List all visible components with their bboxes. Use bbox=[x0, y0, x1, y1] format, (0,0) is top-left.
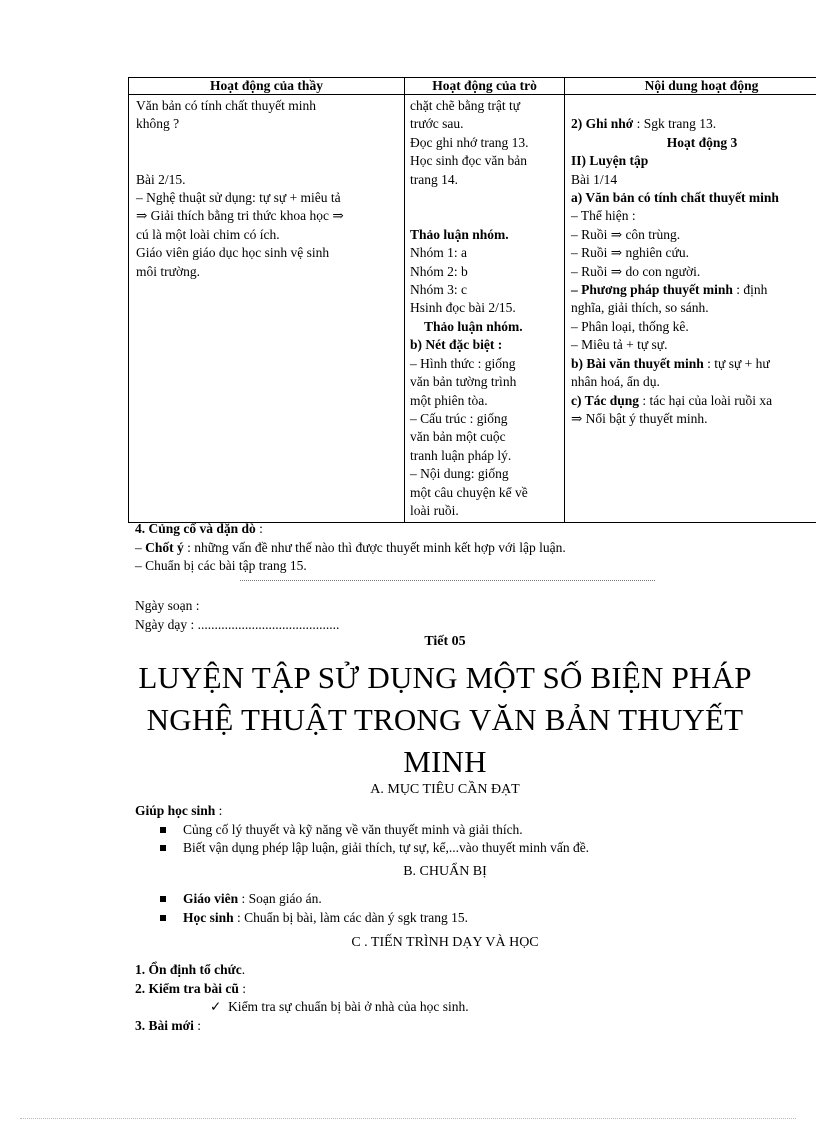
list-item: Giáo viên : Soạn giáo án. bbox=[157, 890, 468, 909]
section-b-body bbox=[157, 890, 468, 927]
table-row bbox=[129, 95, 816, 523]
cell-line: – Nghệ thuật sử dụng: tự sự + miêu tả bbox=[136, 190, 341, 206]
content-cell bbox=[565, 95, 816, 523]
cell-line: chặt chẽ bằng trật tự bbox=[410, 98, 521, 113]
cell-line: II) Luyện tập bbox=[571, 153, 649, 169]
cell-line: Hsinh đọc bài 2/15. bbox=[410, 300, 516, 316]
header-teacher: Hoạt động của thầy bbox=[129, 78, 405, 95]
cell-line: 2) Ghi nhớ : Sgk trang 13. bbox=[571, 116, 717, 132]
square-bullet-icon bbox=[160, 827, 166, 833]
lesson-title bbox=[0, 657, 816, 783]
date-prepared: Ngày soạn : bbox=[135, 598, 200, 613]
list-item: Biết vận dụng phép lập luận, giải thích, tự sự, kể,...vào thuyết minh vấn đề. bbox=[157, 839, 589, 858]
cell-line: ⇒ Nổi bật ý thuyết minh. bbox=[571, 410, 708, 426]
cell-line: – Phân loại, thống kê. bbox=[571, 318, 689, 334]
cell-line: – Nội dung: giống bbox=[410, 466, 509, 482]
cell-line: Nhóm 1: a bbox=[410, 245, 467, 261]
cell-line: Nhóm 3: c bbox=[410, 282, 467, 298]
cell-line bbox=[136, 134, 399, 152]
dates-block bbox=[135, 597, 339, 634]
page-bottom-border bbox=[20, 1118, 796, 1119]
header-student: Hoạt động của trò bbox=[405, 78, 565, 95]
list-item: Học sinh : Chuẩn bị bài, làm các dàn ý sgk trang 15. bbox=[157, 909, 468, 928]
cell-line: Văn bản có tính chất thuyết minh bbox=[136, 98, 316, 113]
cell-line: Thảo luận nhóm. bbox=[410, 226, 509, 242]
cell-line: b) Nét đặc biệt : bbox=[410, 337, 503, 353]
cell-line: – Ruồi ⇒ côn trùng. bbox=[571, 226, 681, 242]
check-mark-icon: ✓ bbox=[210, 999, 222, 1014]
check-item: ✓ Kiểm tra sự chuẩn bị bài ở nhà của học sinh. bbox=[210, 999, 469, 1014]
cell-line: ⇒ Giải thích bằng tri thức khoa học ⇒ bbox=[136, 208, 344, 224]
cell-line: – Phương pháp thuyết minh : định bbox=[571, 282, 768, 298]
cell-line: văn bản tường trình bbox=[410, 374, 517, 390]
step-2: 2. Kiểm tra bài cũ : bbox=[135, 980, 247, 996]
cell-line bbox=[571, 97, 816, 115]
cell-line: Bài 1/14 bbox=[571, 171, 618, 187]
cell-line: môi trường. bbox=[136, 263, 200, 279]
cell-line: trước sau. bbox=[410, 116, 464, 132]
cell-line: – Miêu tả + tự sự. bbox=[571, 337, 668, 353]
cell-line: Học sinh đọc văn bản bbox=[410, 153, 527, 169]
cell-line: văn bản một cuộc bbox=[410, 429, 506, 445]
cell-line: Đọc ghi nhớ trang 13. bbox=[410, 134, 529, 150]
title-line-2: NGHỆ THUẬT TRONG VĂN BẢN THUYẾT bbox=[146, 702, 744, 737]
consolidation-heading: 4. Củng cố và dặn dò : bbox=[135, 521, 263, 536]
cell-line: – Thể hiện : bbox=[571, 208, 636, 224]
cell-line: một phiên tòa. bbox=[410, 392, 488, 408]
step-3: 3. Bài mới : bbox=[135, 1017, 201, 1033]
section-c-body bbox=[135, 961, 469, 1035]
cell-line: – Ruồi ⇒ nghiên cứu. bbox=[571, 245, 689, 261]
header-content: Nội dung hoạt động bbox=[565, 78, 816, 95]
consolidation-block bbox=[135, 520, 566, 576]
section-a-body bbox=[135, 802, 589, 858]
divider bbox=[240, 580, 655, 581]
list-item: Củng cố lý thuyết và kỹ năng về văn thuyết minh và giải thích. bbox=[157, 821, 589, 840]
cell-line: nghĩa, giải thích, so sánh. bbox=[571, 300, 709, 316]
lesson-activity-table bbox=[128, 77, 816, 523]
goals-list bbox=[157, 821, 589, 858]
date-taught: Ngày dạy : .......................................... bbox=[135, 616, 340, 632]
table-header-row bbox=[129, 78, 816, 95]
cell-line: – Cấu trúc : giống bbox=[410, 410, 508, 426]
teacher-cell bbox=[129, 95, 405, 523]
cell-line: tranh luận pháp lý. bbox=[410, 447, 512, 463]
cell-line bbox=[410, 189, 559, 207]
cell-line: loài ruồi. bbox=[410, 502, 459, 518]
cell-line: Giáo viên giáo dục học sinh vệ sinh bbox=[136, 245, 330, 261]
cell-line: không ? bbox=[136, 116, 180, 132]
cell-line: Nhóm 2: b bbox=[410, 263, 468, 279]
cell-line: trang 14. bbox=[410, 171, 458, 187]
cell-line: cú là một loài chim có ích. bbox=[136, 226, 280, 242]
cell-line: a) Văn bản có tính chất thuyết minh bbox=[571, 190, 779, 206]
cell-line: b) Bài văn thuyết minh : tự sự + hư bbox=[571, 355, 770, 371]
cell-line bbox=[136, 152, 399, 170]
cell-line: c) Tác dụng : tác hại của loài ruồi xa bbox=[571, 392, 773, 408]
title-line-3: MINH bbox=[403, 744, 487, 779]
cell-line: nhân hoá, ẩn dụ. bbox=[571, 374, 660, 390]
step-1: 1. Ổn định tổ chức. bbox=[135, 962, 246, 977]
key-point: – Chốt ý : những vấn đề như thế nào thì được thuyết minh kết hợp với lập luận. bbox=[135, 539, 566, 555]
cell-line: Hoạt động 3 bbox=[666, 134, 738, 150]
section-a-intro: Giúp học sinh : bbox=[135, 803, 223, 818]
cell-line: – Ruồi ⇒ do con người. bbox=[571, 263, 701, 279]
cell-line: – Hình thức : giống bbox=[410, 355, 516, 371]
section-a-title: A. MỤC TIÊU CẦN ĐẠT bbox=[370, 782, 520, 797]
student-cell bbox=[405, 95, 565, 523]
prepare-note: – Chuẩn bị các bài tập trang 15. bbox=[135, 558, 307, 573]
cell-line: một câu chuyện kể về bbox=[410, 484, 528, 500]
section-b-title: B. CHUẨN BỊ bbox=[403, 864, 487, 879]
section-c-title: C . TIẾN TRÌNH DẠY VÀ HỌC bbox=[351, 935, 539, 950]
cell-line: Bài 2/15. bbox=[136, 171, 186, 187]
square-bullet-icon bbox=[160, 915, 166, 921]
square-bullet-icon bbox=[160, 896, 166, 902]
square-bullet-icon bbox=[160, 845, 166, 851]
title-line-1: LUYỆN TẬP SỬ DỤNG MỘT SỐ BIỆN PHÁP bbox=[138, 660, 752, 695]
cell-line bbox=[410, 207, 559, 225]
lesson-number: Tiết 05 bbox=[424, 634, 466, 649]
cell-line: Thảo luận nhóm. bbox=[424, 318, 523, 334]
preparation-list bbox=[157, 890, 468, 927]
